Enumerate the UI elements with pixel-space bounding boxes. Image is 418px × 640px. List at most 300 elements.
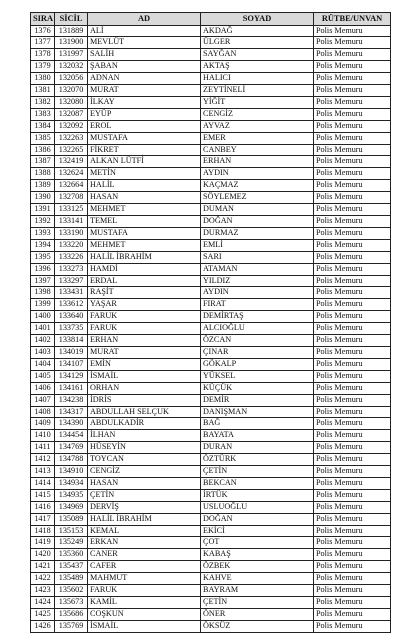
cell-ad: CANER: [88, 549, 201, 561]
cell-soyad: AYVAZ: [201, 120, 314, 132]
cell-rutbe: Polis Memuru: [314, 156, 391, 168]
cell-sicil: 134910: [55, 466, 88, 478]
cell-rutbe: Polis Memuru: [314, 549, 391, 561]
cell-soyad: YILDIZ: [201, 275, 314, 287]
cell-rutbe: Polis Memuru: [314, 108, 391, 120]
cell-rutbe: Polis Memuru: [314, 287, 391, 299]
cell-rutbe: Polis Memuru: [314, 513, 391, 525]
cell-sicil: 132087: [55, 108, 88, 120]
cell-soyad: KÜÇÜK: [201, 382, 314, 394]
cell-ad: HALİL İBRAHİM: [88, 513, 201, 525]
cell-sicil: 135360: [55, 549, 88, 561]
cell-ad: TEMEL: [88, 216, 201, 228]
cell-rutbe: Polis Memuru: [314, 323, 391, 335]
cell-soyad: DEMİR: [201, 394, 314, 406]
table-row: [31, 335, 391, 347]
cell-rutbe: Polis Memuru: [314, 85, 391, 97]
header-sira: SIRA: [31, 13, 55, 26]
cell-ad: EMİN: [88, 358, 201, 370]
cell-sicil: 134317: [55, 406, 88, 418]
cell-sira: 1394: [31, 239, 55, 251]
cell-ad: HASAN: [88, 192, 201, 204]
cell-rutbe: Polis Memuru: [314, 311, 391, 323]
cell-rutbe: Polis Memuru: [314, 358, 391, 370]
cell-soyad: AYDIN: [201, 287, 314, 299]
table-row: [31, 394, 391, 406]
cell-soyad: DOĞAN: [201, 216, 314, 228]
cell-sira: 1402: [31, 335, 55, 347]
cell-rutbe: Polis Memuru: [314, 227, 391, 239]
cell-ad: MEVLÜT: [88, 37, 201, 49]
cell-ad: RAŞİT: [88, 287, 201, 299]
cell-sicil: 132419: [55, 156, 88, 168]
table-row: [31, 192, 391, 204]
cell-sicil: 135437: [55, 561, 88, 573]
cell-rutbe: Polis Memuru: [314, 49, 391, 61]
cell-ad: DERVİŞ: [88, 501, 201, 513]
cell-sicil: 135489: [55, 573, 88, 585]
table-row: [31, 430, 391, 442]
cell-sira: 1403: [31, 346, 55, 358]
cell-sira: 1384: [31, 120, 55, 132]
cell-ad: MUSTAFA: [88, 227, 201, 239]
table-row: [31, 608, 391, 620]
cell-ad: MURAT: [88, 346, 201, 358]
cell-ad: MUSTAFA: [88, 132, 201, 144]
cell-sicil: 135249: [55, 537, 88, 549]
cell-sira: 1424: [31, 597, 55, 609]
personnel-table: [30, 12, 391, 633]
cell-rutbe: Polis Memuru: [314, 61, 391, 73]
cell-soyad: YİĞİT: [201, 96, 314, 108]
cell-rutbe: Polis Memuru: [314, 418, 391, 430]
cell-rutbe: Polis Memuru: [314, 585, 391, 597]
table-row: [31, 73, 391, 85]
table-row: [31, 585, 391, 597]
table-row: [31, 489, 391, 501]
cell-ad: ORHAN: [88, 382, 201, 394]
cell-sira: 1405: [31, 370, 55, 382]
cell-soyad: ERHAN: [201, 156, 314, 168]
cell-sira: 1409: [31, 418, 55, 430]
cell-soyad: DURMAZ: [201, 227, 314, 239]
cell-sicil: 132664: [55, 180, 88, 192]
header-soyad: SOYAD: [201, 13, 314, 26]
cell-rutbe: Polis Memuru: [314, 239, 391, 251]
cell-sira: 1407: [31, 394, 55, 406]
cell-ad: FARUK: [88, 323, 201, 335]
cell-soyad: SÖYLEMEZ: [201, 192, 314, 204]
cell-sira: 1417: [31, 513, 55, 525]
cell-ad: ÇETİN: [88, 489, 201, 501]
cell-sira: 1382: [31, 96, 55, 108]
cell-ad: ŞABAN: [88, 61, 201, 73]
cell-sicil: 134129: [55, 370, 88, 382]
cell-ad: MURAT: [88, 85, 201, 97]
cell-sira: 1378: [31, 49, 55, 61]
cell-ad: TOYCAN: [88, 454, 201, 466]
cell-soyad: AKDAĞ: [201, 25, 314, 37]
cell-rutbe: Polis Memuru: [314, 180, 391, 192]
cell-soyad: DOĞAN: [201, 513, 314, 525]
table-row: [31, 96, 391, 108]
cell-sira: 1386: [31, 144, 55, 156]
header-sicil: SİCİL: [55, 13, 88, 26]
cell-soyad: ZEYTİNELİ: [201, 85, 314, 97]
cell-sicil: 135602: [55, 585, 88, 597]
cell-rutbe: Polis Memuru: [314, 144, 391, 156]
table-row: [31, 61, 391, 73]
cell-sira: 1419: [31, 537, 55, 549]
cell-soyad: ÖZBEK: [201, 561, 314, 573]
cell-ad: HAMDİ: [88, 263, 201, 275]
cell-sicil: 132624: [55, 168, 88, 180]
cell-sicil: 135089: [55, 513, 88, 525]
cell-rutbe: Polis Memuru: [314, 454, 391, 466]
cell-ad: ERDAL: [88, 275, 201, 287]
cell-sicil: 132265: [55, 144, 88, 156]
cell-sicil: 133226: [55, 251, 88, 263]
table-row: [31, 525, 391, 537]
cell-sira: 1401: [31, 323, 55, 335]
cell-sicil: 134769: [55, 442, 88, 454]
cell-sicil: 134969: [55, 501, 88, 513]
cell-sicil: 133125: [55, 204, 88, 216]
cell-sira: 1406: [31, 382, 55, 394]
cell-ad: HALİL İBRAHİM: [88, 251, 201, 263]
cell-sira: 1380: [31, 73, 55, 85]
table-row: [31, 537, 391, 549]
table-row: [31, 442, 391, 454]
cell-soyad: AKTAŞ: [201, 61, 314, 73]
cell-ad: FARUK: [88, 585, 201, 597]
cell-ad: METİN: [88, 168, 201, 180]
cell-ad: ABDULKADİR: [88, 418, 201, 430]
header-rutbe: RÜTBE/UNVAN: [314, 13, 391, 26]
cell-soyad: BAYATA: [201, 430, 314, 442]
table-row: [31, 120, 391, 132]
cell-sira: 1383: [31, 108, 55, 120]
cell-sira: 1392: [31, 216, 55, 228]
cell-rutbe: Polis Memuru: [314, 37, 391, 49]
cell-sira: 1416: [31, 501, 55, 513]
cell-rutbe: Polis Memuru: [314, 299, 391, 311]
cell-rutbe: Polis Memuru: [314, 394, 391, 406]
cell-ad: CAFER: [88, 561, 201, 573]
cell-sira: 1423: [31, 585, 55, 597]
cell-rutbe: Polis Memuru: [314, 73, 391, 85]
cell-sicil: 135673: [55, 597, 88, 609]
cell-soyad: SAYĞAN: [201, 49, 314, 61]
cell-rutbe: Polis Memuru: [314, 501, 391, 513]
cell-soyad: ÇINAR: [201, 346, 314, 358]
cell-soyad: GÖKALP: [201, 358, 314, 370]
cell-ad: MEHMET: [88, 204, 201, 216]
cell-soyad: ALCIOĞLU: [201, 323, 314, 335]
cell-sira: 1391: [31, 204, 55, 216]
table-row: [31, 323, 391, 335]
cell-sicil: 133190: [55, 227, 88, 239]
cell-soyad: ATAMAN: [201, 263, 314, 275]
cell-ad: İSMAİL: [88, 620, 201, 632]
cell-sicil: 133297: [55, 275, 88, 287]
cell-rutbe: Polis Memuru: [314, 525, 391, 537]
cell-soyad: USLUOĞLU: [201, 501, 314, 513]
cell-sicil: 134454: [55, 430, 88, 442]
cell-soyad: BAĞ: [201, 418, 314, 430]
table-row: [31, 204, 391, 216]
cell-sicil: 132032: [55, 61, 88, 73]
cell-sicil: 133640: [55, 311, 88, 323]
table-row: [31, 132, 391, 144]
table-row: [31, 263, 391, 275]
cell-sira: 1398: [31, 287, 55, 299]
cell-rutbe: Polis Memuru: [314, 537, 391, 549]
table-row: [31, 358, 391, 370]
cell-rutbe: Polis Memuru: [314, 477, 391, 489]
cell-rutbe: Polis Memuru: [314, 608, 391, 620]
cell-sicil: 131900: [55, 37, 88, 49]
table-row: [31, 466, 391, 478]
cell-soyad: BEKCAN: [201, 477, 314, 489]
cell-sicil: 132080: [55, 96, 88, 108]
table-row: [31, 346, 391, 358]
cell-soyad: SARI: [201, 251, 314, 263]
cell-rutbe: Polis Memuru: [314, 370, 391, 382]
cell-ad: HALİL: [88, 180, 201, 192]
table-row: [31, 418, 391, 430]
table-row: [31, 49, 391, 61]
cell-rutbe: Polis Memuru: [314, 192, 391, 204]
cell-sicil: 134238: [55, 394, 88, 406]
table-row: [31, 549, 391, 561]
cell-ad: COŞKUN: [88, 608, 201, 620]
cell-ad: HÜSEYİN: [88, 442, 201, 454]
cell-ad: EROL: [88, 120, 201, 132]
cell-rutbe: Polis Memuru: [314, 132, 391, 144]
cell-sira: 1389: [31, 180, 55, 192]
cell-ad: ALKAN LÜTFİ: [88, 156, 201, 168]
cell-ad: SALİH: [88, 49, 201, 61]
cell-soyad: KAHVE: [201, 573, 314, 585]
cell-sira: 1395: [31, 251, 55, 263]
cell-ad: ERHAN: [88, 335, 201, 347]
cell-sira: 1421: [31, 561, 55, 573]
cell-rutbe: Polis Memuru: [314, 120, 391, 132]
cell-sicil: 135153: [55, 525, 88, 537]
cell-sira: 1418: [31, 525, 55, 537]
cell-sicil: 133273: [55, 263, 88, 275]
cell-rutbe: Polis Memuru: [314, 489, 391, 501]
cell-sira: 1426: [31, 620, 55, 632]
cell-soyad: ÖZCAN: [201, 335, 314, 347]
cell-sira: 1381: [31, 85, 55, 97]
cell-sicil: 134788: [55, 454, 88, 466]
cell-ad: KEMAL: [88, 525, 201, 537]
cell-ad: ADNAN: [88, 73, 201, 85]
cell-sira: 1399: [31, 299, 55, 311]
cell-rutbe: Polis Memuru: [314, 346, 391, 358]
cell-ad: ABDULLAH SELÇUK: [88, 406, 201, 418]
cell-sira: 1425: [31, 608, 55, 620]
cell-sicil: 131889: [55, 25, 88, 37]
table-row: [31, 180, 391, 192]
table-row: [31, 454, 391, 466]
table-row: [31, 477, 391, 489]
cell-sira: 1393: [31, 227, 55, 239]
cell-soyad: ÇETİN: [201, 466, 314, 478]
cell-soyad: BAYRAM: [201, 585, 314, 597]
cell-ad: MAHMUT: [88, 573, 201, 585]
cell-sira: 1396: [31, 263, 55, 275]
cell-sira: 1411: [31, 442, 55, 454]
cell-rutbe: Polis Memuru: [314, 335, 391, 347]
cell-rutbe: Polis Memuru: [314, 620, 391, 632]
table-row: [31, 406, 391, 418]
cell-sicil: 134390: [55, 418, 88, 430]
cell-rutbe: Polis Memuru: [314, 597, 391, 609]
cell-sira: 1397: [31, 275, 55, 287]
cell-soyad: EMLİ: [201, 239, 314, 251]
table-row: [31, 561, 391, 573]
table-row: [31, 216, 391, 228]
table-row: [31, 275, 391, 287]
cell-sicil: 133814: [55, 335, 88, 347]
cell-soyad: DEMİRTAŞ: [201, 311, 314, 323]
cell-rutbe: Polis Memuru: [314, 430, 391, 442]
cell-rutbe: Polis Memuru: [314, 25, 391, 37]
cell-sira: 1388: [31, 168, 55, 180]
cell-ad: İLKAY: [88, 96, 201, 108]
cell-ad: FİKRET: [88, 144, 201, 156]
table-row: [31, 620, 391, 632]
table-row: [31, 37, 391, 49]
cell-sicil: 132070: [55, 85, 88, 97]
cell-rutbe: Polis Memuru: [314, 442, 391, 454]
cell-sira: 1377: [31, 37, 55, 49]
cell-soyad: DUMAN: [201, 204, 314, 216]
cell-soyad: ÖZTÜRK: [201, 454, 314, 466]
cell-sira: 1413: [31, 466, 55, 478]
table-row: [31, 513, 391, 525]
cell-sira: 1408: [31, 406, 55, 418]
cell-rutbe: Polis Memuru: [314, 263, 391, 275]
cell-soyad: ÖNER: [201, 608, 314, 620]
cell-sira: 1410: [31, 430, 55, 442]
cell-rutbe: Polis Memuru: [314, 406, 391, 418]
cell-sicil: 135686: [55, 608, 88, 620]
cell-rutbe: Polis Memuru: [314, 382, 391, 394]
cell-rutbe: Polis Memuru: [314, 561, 391, 573]
cell-sicil: 133220: [55, 239, 88, 251]
cell-sicil: 133431: [55, 287, 88, 299]
table-row: [31, 108, 391, 120]
header-ad: AD: [88, 13, 201, 26]
cell-ad: ALİ: [88, 25, 201, 37]
table-row: [31, 501, 391, 513]
cell-rutbe: Polis Memuru: [314, 466, 391, 478]
cell-ad: ERKAN: [88, 537, 201, 549]
cell-sicil: 133141: [55, 216, 88, 228]
cell-rutbe: Polis Memuru: [314, 96, 391, 108]
cell-ad: CENGİZ: [88, 466, 201, 478]
cell-sicil: 134934: [55, 477, 88, 489]
cell-sicil: 134019: [55, 346, 88, 358]
cell-sicil: 134935: [55, 489, 88, 501]
cell-sicil: 132056: [55, 73, 88, 85]
cell-sira: 1379: [31, 61, 55, 73]
cell-sira: 1387: [31, 156, 55, 168]
table-row: [31, 156, 391, 168]
table-row: [31, 227, 391, 239]
cell-ad: MEHMET: [88, 239, 201, 251]
cell-sicil: 132092: [55, 120, 88, 132]
cell-ad: İLHAN: [88, 430, 201, 442]
cell-soyad: KAÇMAZ: [201, 180, 314, 192]
cell-soyad: EKİCİ: [201, 525, 314, 537]
cell-rutbe: Polis Memuru: [314, 251, 391, 263]
cell-soyad: İRTÜK: [201, 489, 314, 501]
document-page: [30, 12, 390, 633]
table-row: [31, 25, 391, 37]
cell-rutbe: Polis Memuru: [314, 275, 391, 287]
cell-sicil: 133735: [55, 323, 88, 335]
table-row: [31, 573, 391, 585]
table-row: [31, 597, 391, 609]
cell-rutbe: Polis Memuru: [314, 573, 391, 585]
table-row: [31, 382, 391, 394]
cell-sicil: 135769: [55, 620, 88, 632]
cell-soyad: YÜKSEL: [201, 370, 314, 382]
cell-ad: İSMAİL: [88, 370, 201, 382]
cell-rutbe: Polis Memuru: [314, 168, 391, 180]
cell-ad: İDRİS: [88, 394, 201, 406]
cell-sira: 1420: [31, 549, 55, 561]
cell-rutbe: Polis Memuru: [314, 204, 391, 216]
cell-sira: 1376: [31, 25, 55, 37]
cell-soyad: ÇOT: [201, 537, 314, 549]
cell-soyad: DURAN: [201, 442, 314, 454]
cell-sicil: 133612: [55, 299, 88, 311]
cell-sicil: 132708: [55, 192, 88, 204]
cell-soyad: EMER: [201, 132, 314, 144]
cell-sira: 1404: [31, 358, 55, 370]
cell-soyad: KABAŞ: [201, 549, 314, 561]
cell-sira: 1385: [31, 132, 55, 144]
table-row: [31, 311, 391, 323]
table-row: [31, 299, 391, 311]
table-row: [31, 370, 391, 382]
cell-sicil: 132263: [55, 132, 88, 144]
cell-ad: YAŞAR: [88, 299, 201, 311]
cell-ad: FARUK: [88, 311, 201, 323]
table-row: [31, 168, 391, 180]
cell-soyad: CANBEY: [201, 144, 314, 156]
cell-sira: 1415: [31, 489, 55, 501]
cell-soyad: HALICI: [201, 73, 314, 85]
cell-ad: HASAN: [88, 477, 201, 489]
cell-soyad: ÇETİN: [201, 597, 314, 609]
cell-soyad: FIRAT: [201, 299, 314, 311]
cell-ad: EYÜP: [88, 108, 201, 120]
table-body: [31, 25, 391, 632]
table-row: [31, 144, 391, 156]
table-row: [31, 85, 391, 97]
cell-sicil: 134107: [55, 358, 88, 370]
cell-soyad: ÖKSÜZ: [201, 620, 314, 632]
cell-soyad: ÜLGER: [201, 37, 314, 49]
cell-sicil: 131997: [55, 49, 88, 61]
